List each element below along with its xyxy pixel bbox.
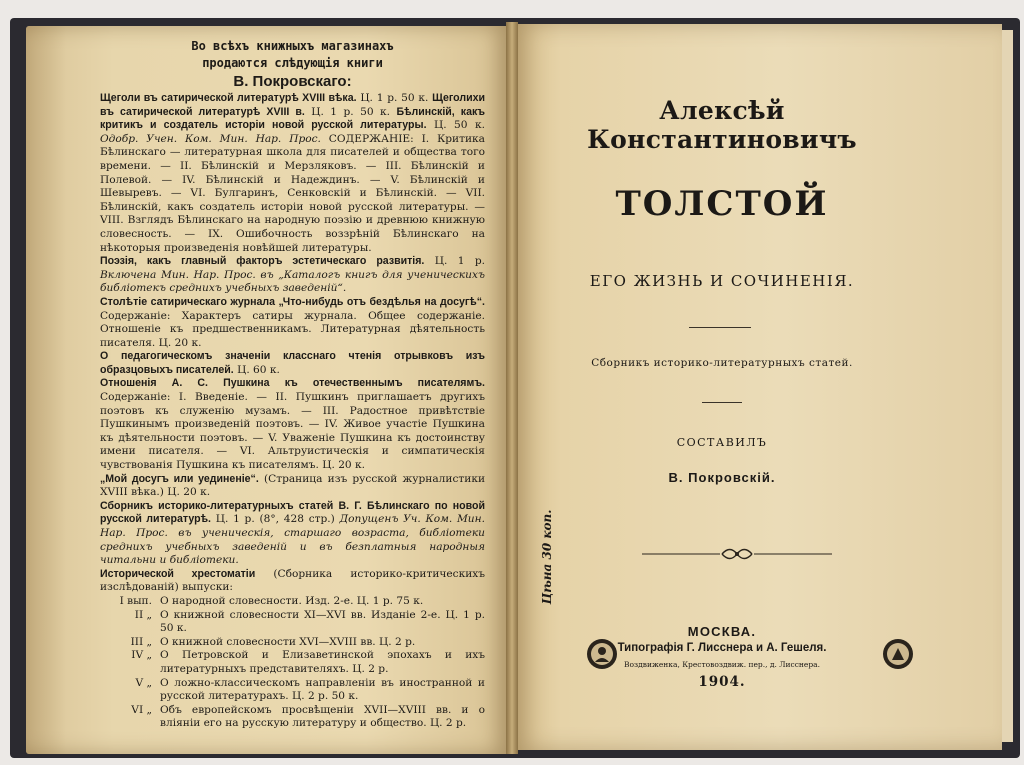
entry-note: Одобр. Учен. Ком. Мин. Нар. Прос. xyxy=(100,132,321,145)
book-subtitle: ЕГО ЖИЗНЬ И СОЧИНЕНІЯ. xyxy=(589,272,855,290)
entry-title: Отношенія А. С. Пушкина къ отечественнымъ писателямъ. xyxy=(100,377,485,390)
compiler-name: В. Покровскій. xyxy=(668,470,776,485)
book-title: ТОЛСТОЙ xyxy=(615,184,829,224)
price-text: Цѣна 30 коп. xyxy=(540,509,554,605)
advert-author: В. Покровскаго: xyxy=(233,73,352,90)
entry-title: Исторической хрестоматіи xyxy=(100,567,256,580)
entry-text: Ц. 1 р. xyxy=(424,255,485,268)
volume-list xyxy=(100,595,485,731)
printing-address: Воздвиженка, Крестовоздвиж. пер., д. Лисснера. xyxy=(624,660,820,669)
entry-title: Сборникъ историко-литературныхъ статей В. Г. Бѣлинскаго по новой русской литературѣ. xyxy=(100,499,485,526)
volume-item xyxy=(100,595,485,609)
entry-title: О педагогическомъ значеніи класснаго чтенія отрывковъ изъ образцовыхъ писателей. xyxy=(100,350,485,376)
entry-text: Ц. 1 р. (8°, 428 стр.) xyxy=(210,513,340,526)
entry-text: СОДЕРЖАНІЕ: I. Критика Бѣлинскаго — литературная школа для писателей и общества того времени. — II. Бѣлинскій и Мерзляковъ. — III. Бѣлинскій и Полевой. — IV. Бѣлинскій и Надеждинъ. — V. Бѣлинскій и Шевыревъ. — VI. Булгаринъ, Сенковскій и Бѣлинскій. — VII. Бѣлинскій, какъ создатель исторіи новой русской литературы. — VIII. Взглядъ Бѣлинскаго на народную поэзію и древнюю книжную словесность. — IX. Ошибочность воззрѣній Бѣлинскаго на нѣкоторыя произведенія новѣйшей литературы. xyxy=(100,132,485,254)
entry-text: Содержаніе: Характеръ сатиры журнала. Общее содержаніе. Отношеніе къ предшественникамъ. Литературная дѣятельность писателя. Ц. 20 к. xyxy=(100,309,485,349)
advert-entry xyxy=(100,500,485,568)
volume-title: О Петровской и Елизаветинской эпохахъ и ихъ литературныхъ представителяхъ. Ц. 2 р. xyxy=(160,649,485,675)
volume-item xyxy=(100,704,485,731)
entry-text: Ц. 1 р. 50 к. xyxy=(304,105,397,118)
advert-entry xyxy=(100,92,485,255)
price-stamp xyxy=(534,494,554,624)
entry-text: Ц. 50 к. xyxy=(426,119,485,132)
divider-rule-short xyxy=(702,402,742,403)
entry-note: Допущенъ Уч. Ком. Мин. Нар. Прос. въ ученическія, старшаго возраста, библіотеки среднихъ учебныхъ заведеній и въ безплатныя народныя читальни и библіотеки. xyxy=(100,513,485,567)
volume-item xyxy=(100,609,485,636)
volume-title: О книжной словесности XI—XVI вв. Изданіе 2-е. Ц. 1 р. 50 к. xyxy=(160,608,485,635)
author-name: Алексѣй Константиновичъ xyxy=(587,96,857,154)
entry-text: Ц. 60 к. xyxy=(233,363,280,376)
volume-title: Объ европейскомъ просвѣщеніи XVII—XVIII вв. и о вліяніи его на русскую литературу и общество. Ц. 2 р. xyxy=(160,703,485,730)
entry-title: Бѣлинскій, какъ критикъ и создатель исторіи новой русской литературы. xyxy=(100,105,485,132)
advert-entry xyxy=(100,350,485,377)
collection-note: Сборникъ историко-литературныхъ статей. xyxy=(591,357,853,369)
entry-title: Поэзія, какъ главный факторъ эстетическаго развитія. xyxy=(100,255,425,268)
advert-entry xyxy=(100,568,485,595)
advert-entry xyxy=(100,255,485,296)
volume-title: О книжной словесности XVI—XVIII вв. Ц. 2 р. xyxy=(160,635,416,648)
entry-text: (Страница изъ русской журналистики XVIII вѣка.) Ц. 20 к. xyxy=(100,472,486,499)
advert-entry xyxy=(100,296,485,350)
volume-item xyxy=(100,677,485,704)
publication-year: 1904. xyxy=(698,674,746,690)
volume-item xyxy=(100,649,485,676)
advert-header-1: Во всѣхъ книжныхъ магазинахъ xyxy=(191,39,394,53)
advert-entry xyxy=(100,473,485,500)
volume-number: V „ xyxy=(135,676,152,689)
volume-number: I вып. xyxy=(119,594,152,607)
volume-title: О народной словесности. Изд. 2-е. Ц. 1 р. 75 к. xyxy=(160,594,424,607)
advert-entry xyxy=(100,377,485,472)
entry-text: (Сборника историко-критическихъ изслѣдованій) выпуски: xyxy=(100,567,486,594)
advert-entries xyxy=(100,92,485,595)
volume-number: II „ xyxy=(134,608,152,621)
entry-text: Содержаніе: I. Введеніе. — II. Пушкинъ приглашаетъ другихъ поэтовъ къ служенію музамъ. — III. Радостное привѣтствіе Пушкинымъ произведеній поэтовъ. — IV. Живое участіе Пушкина къ дѣятельности поэтовъ. — V. Уваженіе Пушкина къ достоинству имени писателя. — VI. Альтруистическія и симпатическія чувствованія Пушкина къ писателямъ. Ц. 20 к. xyxy=(100,391,485,472)
compiled-by-label: СОСТАВИЛЪ xyxy=(676,436,768,449)
entry-title: Щеголи въ сатирической литературѣ XVIII вѣка. xyxy=(100,92,357,104)
printing-house: Типографія Г. Лисснера и А. Гешеля. xyxy=(617,642,827,654)
volume-item xyxy=(100,636,485,650)
entry-note: Включена Мин. Нар. Прос. въ „Каталогъ книгъ для ученическихъ библіотекъ среднихъ учебныхъ заведеній“. xyxy=(100,268,485,295)
entry-title: „Мой досугъ или уединеніе“. xyxy=(100,472,259,485)
ornament-divider-icon xyxy=(642,544,832,564)
title-page xyxy=(512,24,1002,750)
volume-number: VI „ xyxy=(131,703,152,716)
left-page-text xyxy=(100,38,485,731)
divider-rule xyxy=(689,327,751,328)
volume-number: IV „ xyxy=(131,649,152,662)
volume-number: III „ xyxy=(130,635,152,648)
entry-text: Ц. 1 р. 50 к. xyxy=(356,92,433,104)
advert-header-2: продаются слѣдующія книги xyxy=(202,56,383,70)
entry-title: Щеголихи въ сатирической литературѣ XVIII в. xyxy=(100,92,485,118)
entry-title: Столѣтіе сатирическаго журнала „Что-нибудь отъ бездѣлья на досугѣ“. xyxy=(100,295,485,308)
publisher-city: МОСКВА. xyxy=(687,624,757,639)
volume-title: О ложно-классическомъ направленіи въ иностранной и русской литературахъ. Ц. 2 р. 50 к. xyxy=(160,676,485,703)
